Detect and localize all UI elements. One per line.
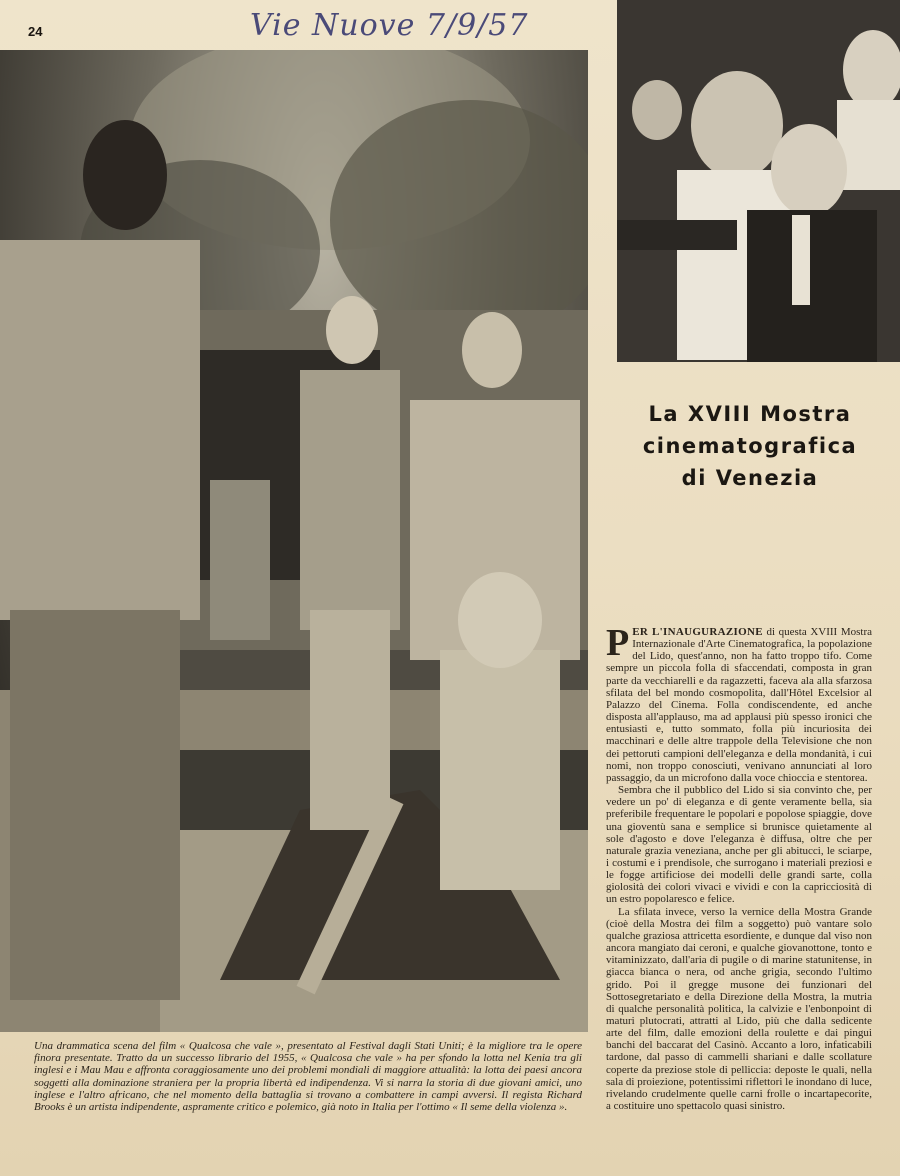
article-paragraph-1	[606, 626, 872, 784]
photo-caption: Una drammatica scena del film « Qualcosa che vale », presentato al Festival dagli Stati Uniti; è la migliore tra le opere finora presentate. Tratto da un successo librario del 1955, « Qualcosa che vale » ha per sfondo la lotta nel Kenia tra gli inglesi e i Mau Mau e affronta coraggiosamente uno dei problemi mondiali di maggiore attualità: la lotta dei paesi ancora soggetti alla dominazione straniera per la propria libertà ed indipendenza. Vi si narra la storia di due giovani amici, uno inglese e l'altro africano, che nel momento della battaglia si trovano a combattere in campi avversi. Il regista Richard Brooks è un artista indipendente, aspramente critico e polemico, già noto in Italia per l'ottimo « Il seme della violenza ».	[34, 1040, 582, 1114]
title-line-3: di Venezia	[681, 466, 819, 490]
page-number: 24	[28, 24, 43, 39]
article-title	[600, 398, 900, 494]
handwritten-note: Vie Nuove 7/9/57	[250, 8, 529, 43]
title-line-2: cinematografica	[642, 434, 858, 458]
audience-illustration	[617, 0, 900, 362]
film-still-photo	[0, 50, 588, 1032]
article-body	[606, 626, 872, 1166]
article-lead: ER L'INAUGURAZIONE	[632, 626, 763, 638]
title-line-1: La XVIII Mostra	[648, 402, 852, 426]
article-paragraph-1-text: di questa XVIII Mostra Internazionale d'Arte Cinematografica, la popolazione del Lido, quest'anno, non ha fatto troppo tifo. Come sempre un piccola folla di sfaccendati, composta in gran parte da vecchiarelli e da ragazzetti, faceva ala alla sfarzosa sfilata del bel mondo cosmopolita, dall'Hôtel Excelsior al Palazzo del Cinema. Folla condiscendente, ed anche disposta all'applauso, ma ad applausi più spesso ironici che entusiasti e, tutto sommato, folla più incuriosita dei macchinari e delle altre trappole della Televisione che non dei pettoruti campioni dell'eleganza e della mondanità, i cui nomi, non troppo conosciuti, venivano annunciati al loro passaggio, da un microfono dalla voce chioccia e stentorea.	[606, 626, 872, 784]
article-paragraph-2: Sembra che il pubblico del Lido si sia convinto che, per vedere un po' di eleganza e di gente veramente bella, sia preferibile frequentare le popolari e popolose spiaggie, dove una gioventù sana e semplice si brunisce quietamente al sole d'agosto e dove l'eleganza è diffusa, oltre che per naturale grazia veneziana, anche per gli abitucci, le sciarpe, i costumi e i prendisole, che surrogano i materiali preziosi e le fogge artificiose dei modelli delle grandi sarte, colla giolosità dei colori vivaci e vividi e con la capricciosità di un estro popolaresco e felice.	[606, 784, 872, 906]
article-paragraph-3: La sfilata invece, verso la vernice della Mostra Grande (cioè della Mostra dei film a soggetto) può vantare solo qualche graziosa attricetta esordiente, e dunque dal viso non ancora mangiato dai ceroni, e qualche giovanottone, tonto e vitaminizzato, dall'aria di pugile o di marine statunitense, in giacca bianca o nera, od anche grigia, secondo l'ultimo grido. Poi il gregge musone dei funzionari del Sottosegretariato e della Direzione della Mostra, la mutria di qualche personalità politica, la calvizie e l'enbonpoint di maturi plutocrati, attratti al Lido, più che dalla sedicente arte del film, dalle emozioni della roulette e dai pingui banchi del baccarat del Casinò. Accanto a loro, infaticabili tardone, dal passo di cammelli shariani e dalle scollature coperte da preziose stole di pelliccia: deposte le quali, nella sala di proiezione, potentissimi riflettori le inondano di luce, rivelando crudelmente quelle carni frolle o incartapecorite, a costituire uno spettacolo quasi sinistro.	[606, 905, 872, 1113]
dropcap: P	[606, 626, 630, 664]
audience-photo	[617, 0, 900, 362]
film-still-illustration	[0, 50, 588, 1032]
